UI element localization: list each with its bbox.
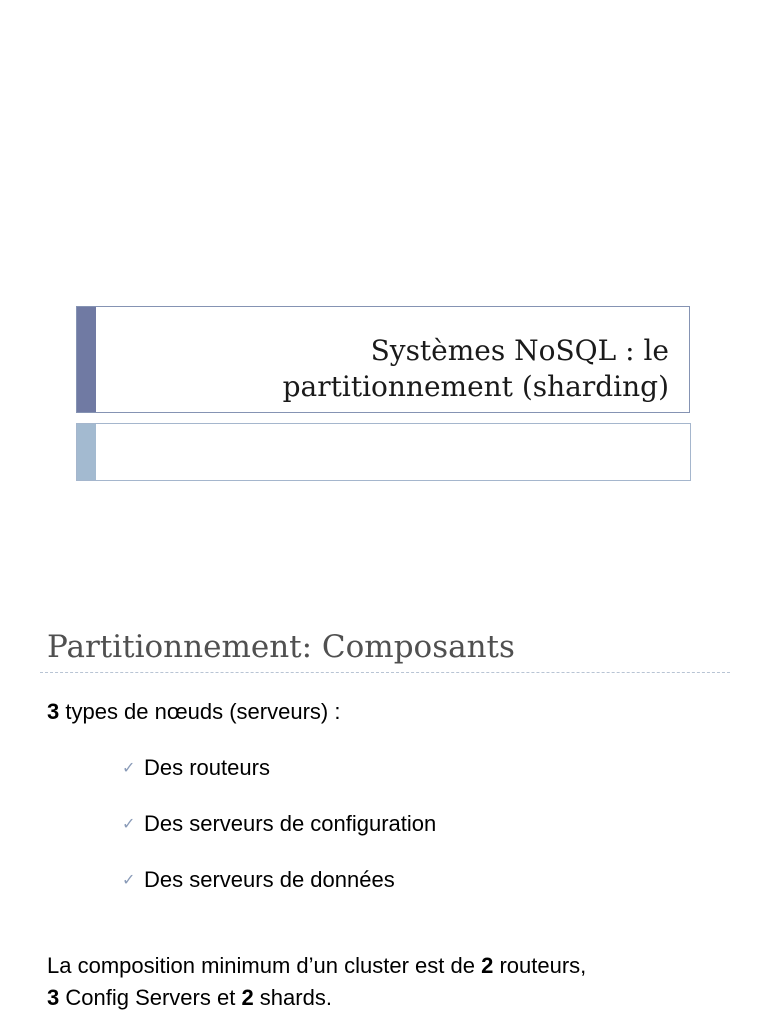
bullet-item [122, 809, 436, 840]
slide-title [283, 333, 669, 405]
heading-divider [40, 672, 730, 673]
section-heading: Partitionnement: Composants [47, 629, 515, 665]
conclusion-paragraph [47, 950, 747, 1014]
conclusion-part-1: La composition minimum d’un cluster est de [47, 953, 482, 978]
subtitle-box [76, 423, 691, 481]
bullet-text: Des serveurs de configuration [144, 811, 437, 836]
subtitle-accent-bar [77, 424, 96, 480]
conclusion-part-4: shards. [253, 985, 332, 1010]
check-icon: ✓ [122, 872, 136, 889]
check-icon: ✓ [122, 816, 136, 833]
intro-text: types de nœuds (serveurs) : [59, 699, 341, 724]
slide-title-line-2: partitionnement (sharding) [282, 370, 669, 403]
bullet-text: Des routeurs [144, 755, 270, 780]
check-icon: ✓ [122, 760, 136, 777]
conclusion-part-3: Config Servers et [59, 985, 242, 1010]
conclusion-part-2: routeurs, [493, 953, 587, 978]
title-box [76, 306, 690, 413]
node-type-count: 3 [47, 699, 60, 724]
slide-title-line-1: Systèmes NoSQL : le [370, 334, 669, 367]
title-accent-bar [77, 307, 96, 412]
config-server-count: 3 [47, 985, 60, 1010]
intro-line [47, 697, 340, 727]
router-count: 2 [481, 953, 494, 978]
shard-count: 2 [241, 985, 254, 1010]
bullet-item [122, 865, 395, 896]
bullet-item [122, 753, 270, 784]
bullet-text: Des serveurs de données [144, 867, 395, 892]
